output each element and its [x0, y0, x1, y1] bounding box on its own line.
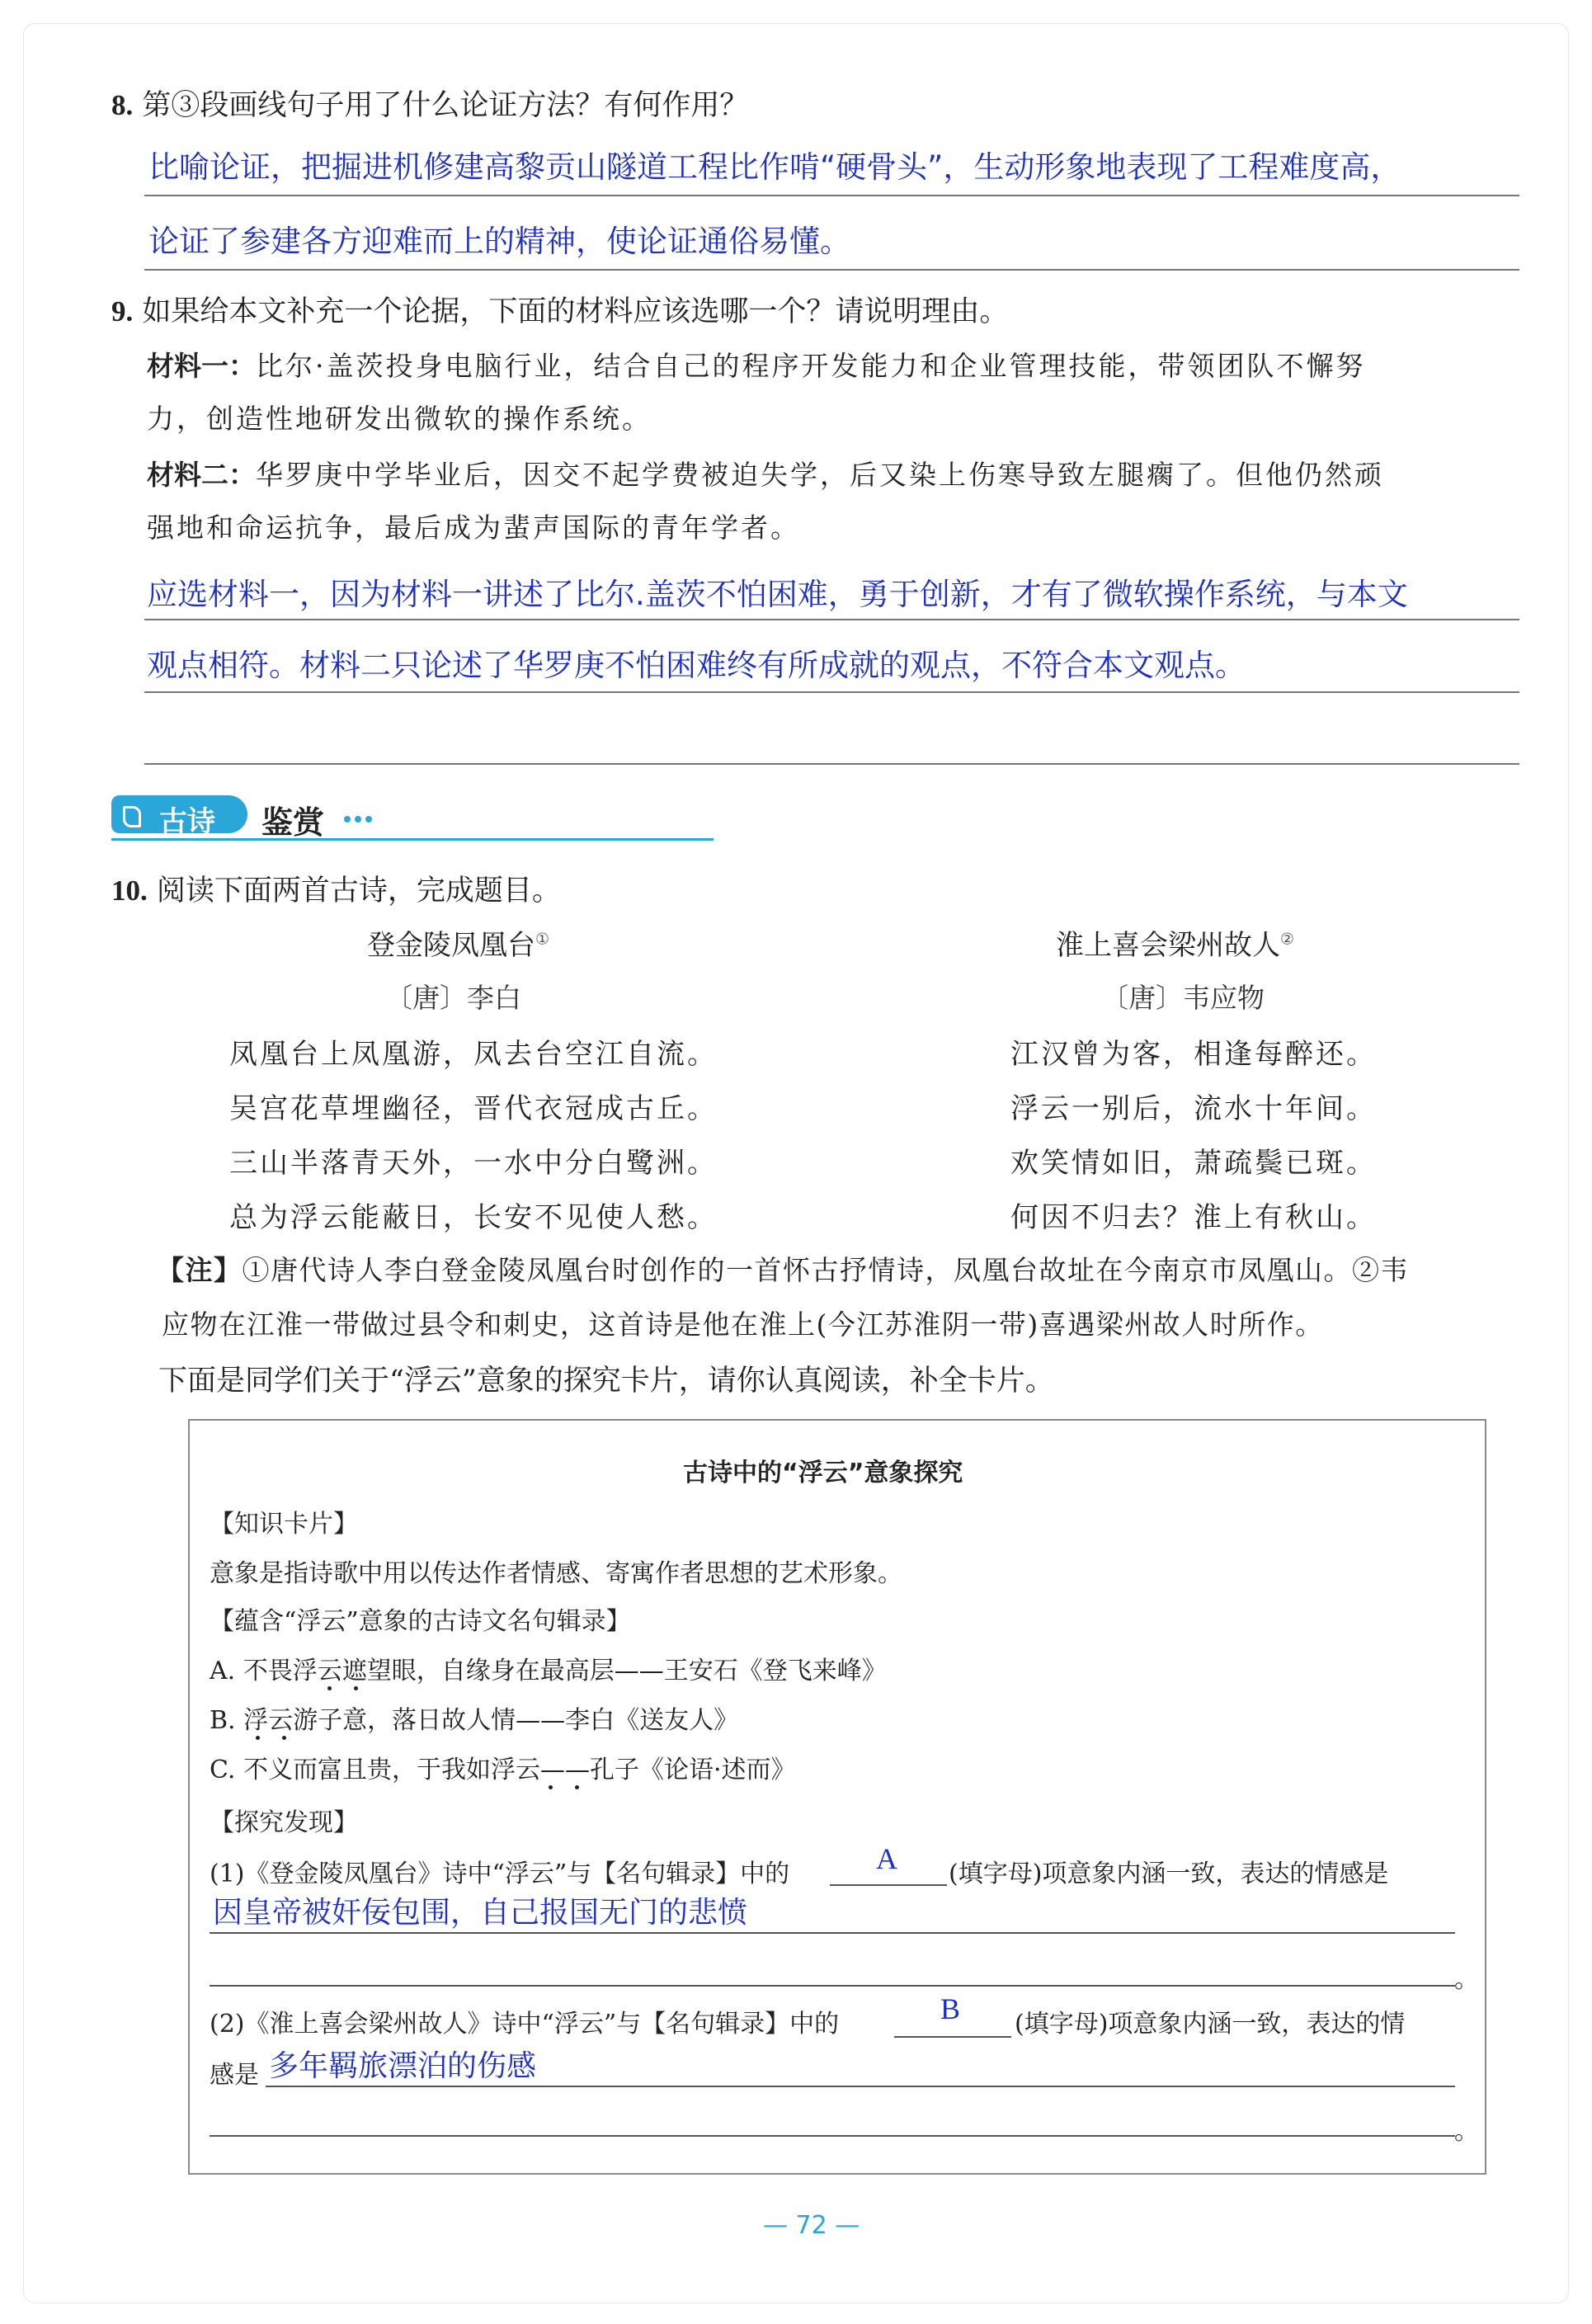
- answer-blank: [210, 1932, 1455, 1934]
- question-text: 如果给本文补充一个论据，下面的材料应该选哪一个？请说明理由。: [142, 295, 1009, 328]
- question-number: 10.: [111, 874, 148, 907]
- dots-icon: [344, 810, 376, 826]
- finding-1-prefix: (1)《登金陵凤凰台》诗中“浮云”与【名句辑录】中的: [210, 1860, 790, 1888]
- page-number: — 72 —: [763, 2211, 860, 2240]
- material-label: 材料一：: [147, 350, 256, 382]
- emphasis-dot: [327, 1686, 332, 1690]
- finding-1-suffix: (填字母)项意象内涵一致，表达的情感是: [949, 1860, 1389, 1888]
- quote-b: B. 浮云游子意，落日故人情——李白《送友人》: [210, 1706, 739, 1735]
- answer-blank: [830, 1884, 947, 1886]
- quote-c: C. 不义而富且贵，于我如浮云——孔子《论语·述而》: [210, 1756, 796, 1784]
- quote-a: A. 不畏浮云遮望眼，自缘身在最高层——王安石《登飞来峰》: [210, 1657, 887, 1685]
- poem-line: 总为浮云能蔽日，长安不见使人愁。: [229, 1201, 718, 1234]
- material-1: [147, 345, 1366, 384]
- poem-line: 吴宫花草埋幽径，晋代衣冠成古丘。: [229, 1092, 718, 1125]
- answer-blank: [210, 2135, 1455, 2137]
- answer-blank: [210, 1985, 1455, 1987]
- finding-2-label: 感是: [210, 2061, 259, 2090]
- answer-rule: [144, 269, 1519, 271]
- answer-blank: [266, 2086, 1455, 2087]
- material-2-cont: 强地和命运抗争，最后成为蜚声国际的青年学者。: [147, 511, 800, 544]
- note-label: 【注】: [157, 1254, 243, 1286]
- knowledge-label: 【知识卡片】: [210, 1510, 358, 1539]
- question-9: [111, 289, 1008, 330]
- answer-line: 应选材料一，因为材料一讲述了比尔.盖茨不怕困难，勇于创新，才有了微软操作系统，与本文: [147, 577, 1408, 612]
- poem-line: 江汉曾为客，相逢每醉还。: [1010, 1038, 1377, 1071]
- answer-rule: [144, 195, 1519, 196]
- answer-rule: [144, 763, 1519, 765]
- answer-rule: [144, 619, 1519, 620]
- poem-line: 凤凰台上凤凰游，凤去台空江自流。: [229, 1038, 718, 1071]
- finding-1-emotion: 因皇帝被奸佞包围，自己报国无门的悲愤: [213, 1896, 748, 1930]
- material-label: 材料二：: [147, 459, 256, 491]
- question-number: 9.: [111, 295, 134, 328]
- quotes-label: 【蕴含“浮云”意象的古诗文名句辑录】: [210, 1607, 631, 1636]
- card-intro: 下面是同学们关于“浮云”意象的探究卡片，请你认真阅读，补全卡片。: [158, 1365, 1054, 1398]
- poem-2-author: 〔唐〕韦应物: [1101, 982, 1265, 1014]
- emphasis-dot: [354, 1686, 358, 1690]
- answer-line: 观点相符。材料二只论述了华罗庚不怕困难终有所成就的观点，不符合本文观点。: [147, 648, 1246, 683]
- knowledge-text: 意象是指诗歌中用以传达作者情感、寄寓作者思想的艺术形象。: [210, 1559, 902, 1588]
- finding-1-end: 。: [1454, 1965, 1479, 1994]
- footnote-mark: ②: [1280, 930, 1295, 949]
- finding-2-answer: B: [940, 1992, 961, 2025]
- poem-title-text: 淮上喜会梁州故人: [1056, 929, 1280, 962]
- section-header: [111, 790, 714, 841]
- poem-line: 浮云一别后，流水十年间。: [1010, 1092, 1377, 1125]
- question-text: 阅读下面两首古诗，完成题目。: [156, 874, 561, 907]
- material-text: 华罗庚中学毕业后，因交不起学费被迫失学，后又染上伤寒导致左腿瘸了。但他仍然顽: [256, 459, 1384, 491]
- findings-label: 【探究发现】: [210, 1808, 358, 1837]
- finding-2-prefix: (2)《淮上喜会梁州故人》诗中“浮云”与【名句辑录】中的: [210, 2010, 840, 2039]
- poem-line: 何因不归去？淮上有秋山。: [1010, 1201, 1377, 1234]
- poem-1-author: 〔唐〕李白: [385, 982, 521, 1014]
- finding-2-suffix: (填字母)项意象内涵一致，表达的情: [1015, 2010, 1406, 2039]
- emphasis-dot: [282, 1736, 286, 1740]
- footnote-mark: ①: [535, 930, 550, 949]
- emphasis-dot: [575, 1785, 579, 1789]
- question-10: [111, 868, 561, 909]
- question-8: [111, 82, 748, 124]
- emphasis-dot: [549, 1785, 553, 1789]
- poem-title-text: 登金陵凤凰台: [367, 929, 535, 962]
- leaf-icon: [123, 806, 141, 827]
- note-text: ①唐代诗人李白登金陵凤凰台时创作的一首怀古抒情诗，凤凰台故址在今南京市凤凰山。②韦: [242, 1254, 1409, 1286]
- answer-line: 论证了参建各方迎难而上的精神，使论证通俗易懂。: [148, 224, 850, 259]
- note-cont: 应物在江淮一带做过县令和刺史，这首诗是他在淮上(今江苏淮阴一带)喜遇梁州故人时所作。: [162, 1308, 1324, 1341]
- section-title: 鉴赏: [261, 804, 325, 841]
- material-2: [147, 454, 1384, 493]
- card-title: 古诗中的“浮云”意象探究: [683, 1459, 963, 1487]
- answer-blank: [894, 2036, 1011, 2038]
- answer-rule: [144, 691, 1519, 693]
- poem-2-title: [1056, 922, 1294, 963]
- section-badge-label: 古诗: [159, 805, 215, 838]
- poem-1-title: [367, 922, 549, 963]
- poem-line: 三山半落青天外，一水中分白鹭洲。: [229, 1147, 718, 1180]
- emphasis-dot: [256, 1736, 260, 1740]
- question-text: 第③段画线句子用了什么论证方法？有何作用？: [142, 89, 749, 122]
- poem-line: 欢笑情如旧，萧疏鬓已斑。: [1010, 1147, 1377, 1180]
- finding-2-emotion: 多年羁旅漂泊的伤感: [269, 2049, 537, 2083]
- note: [157, 1249, 1409, 1288]
- material-text: 比尔·盖茨投身电脑行业，结合自己的程序开发能力和企业管理技能，带领团队不懈努: [256, 350, 1366, 382]
- finding-1-answer: A: [876, 1842, 897, 1875]
- question-number: 8.: [111, 89, 134, 121]
- exploration-card: [188, 1419, 1486, 2175]
- section-badge: [111, 795, 247, 838]
- answer-line: 比喻论证，把掘进机修建高黎贡山隧道工程比作啃“硬骨头”，生动形象地表现了工程难度高，: [148, 149, 1401, 185]
- section-underline: [111, 838, 714, 841]
- material-1-cont: 力，创造性地研发出微软的操作系统。: [147, 403, 652, 435]
- finding-2-end: 。: [1454, 2117, 1479, 2146]
